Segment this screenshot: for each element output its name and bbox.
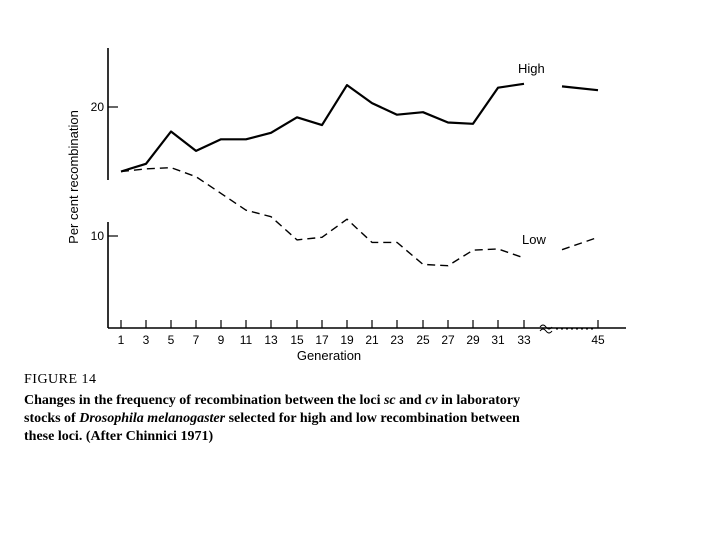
x-tick-label-11: 11 [239, 333, 253, 347]
x-tick-label-31: 31 [491, 333, 505, 347]
y-tick-label-20: 20 [90, 100, 104, 114]
series-line-high [121, 84, 524, 172]
caption-line1-post: in laboratory [437, 393, 521, 408]
figure-caption [24, 372, 684, 446]
x-tick-label-17: 17 [315, 333, 329, 347]
caption-line1-mid: and [395, 393, 426, 408]
x-tick-label-3: 3 [142, 333, 150, 347]
caption-line1-pre: Changes in the frequency of recombination between the loci [24, 393, 384, 408]
series-segment-after-break-low [562, 237, 598, 249]
y-tick-label-10: 10 [90, 229, 104, 243]
y-axis-title: Per cent recombination [66, 110, 81, 244]
x-tick-label-29: 29 [466, 333, 480, 347]
x-tick-label-25: 25 [416, 333, 430, 347]
caption-locus-a: sc [383, 393, 396, 408]
x-axis-title: Generation [296, 348, 362, 363]
caption-locus-b: cv [425, 393, 438, 408]
x-tick-label-1: 1 [117, 333, 125, 347]
series-segment-after-break-high [562, 86, 598, 90]
x-tick-label-33: 33 [517, 333, 531, 347]
x-tick-label-23: 23 [390, 333, 404, 347]
x-tick-label-7: 7 [192, 333, 200, 347]
caption-species: Drosophila melanogaster [79, 411, 226, 426]
figure-caption-text [24, 392, 684, 446]
x-tick-label-27: 27 [441, 333, 455, 347]
x-tick-label-5: 5 [167, 333, 175, 347]
x-tick-label-13: 13 [264, 333, 278, 347]
caption-line3: these loci. (After Chinnici 1971) [24, 429, 214, 444]
x-tick-label-19: 19 [340, 333, 354, 347]
caption-line2-pre: stocks of [24, 411, 80, 426]
x-tick-label-9: 9 [217, 333, 225, 347]
series-label-high: High [518, 61, 545, 76]
series-label-low: Low [522, 232, 546, 247]
series-line-low [121, 168, 524, 266]
x-tick-label-15: 15 [290, 333, 304, 347]
x-axis-break-mark-2 [540, 329, 552, 333]
x-tick-label-21: 21 [365, 333, 379, 347]
caption-line2-post: selected for high and low recombination between [225, 411, 520, 426]
x-tick-label-45: 45 [591, 333, 605, 347]
figure-label: FIGURE 14 [24, 372, 97, 387]
